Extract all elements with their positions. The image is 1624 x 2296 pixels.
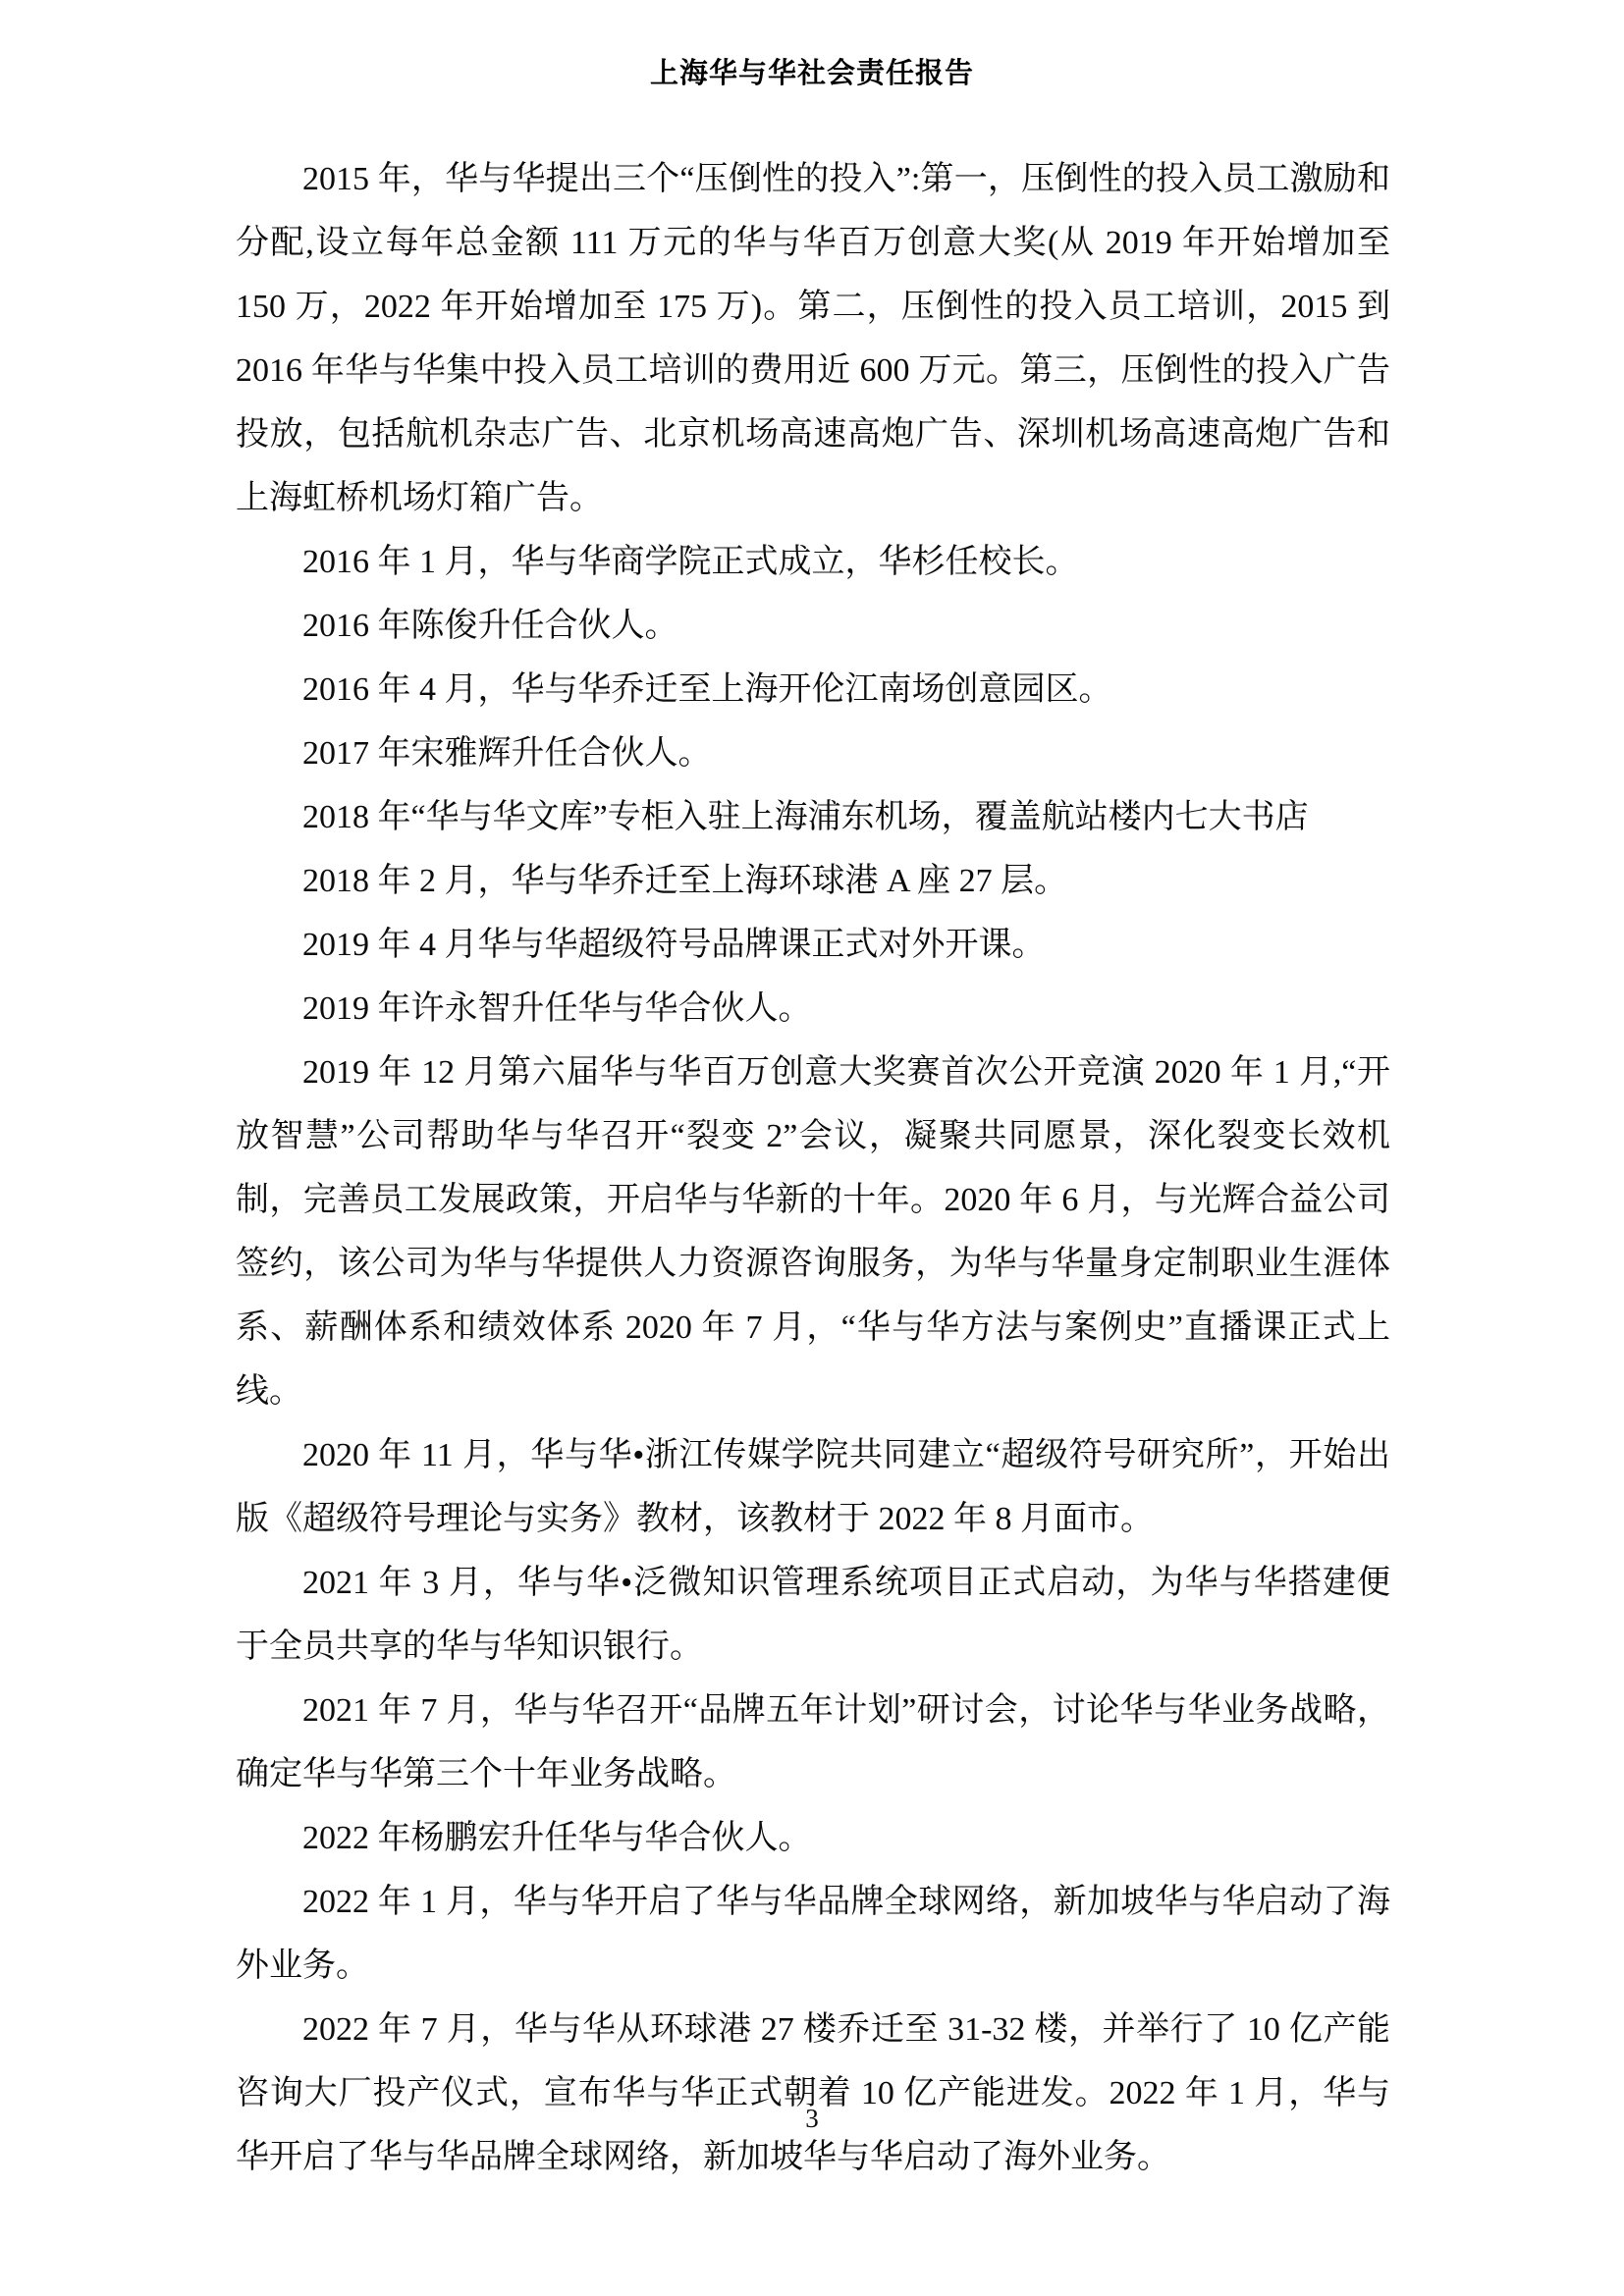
body-paragraph: 2015 年，华与华提出三个“压倒性的投入”:第一，压倒性的投入员工激励和分配,设立每年总金额 111 万元的华与华百万创意大奖(从 2019 年开始增加至 150 万，2022 年开始增加至 175 万)。第二，压倒性的投入员工培训，2015 到 2016 年华与华集中投入员工培训的费用近 600 万元。第三，压倒性的投入广告投放，包括航机杂志广告、北京机场高速高炮广告、深圳机场高速高炮广告和上海虹桥机场灯箱广告。 — [236, 161, 1390, 516]
body-paragraph: 2016 年 4 月，华与华乔迁至上海开伦江南场创意园区。 — [302, 671, 1112, 708]
body-paragraph: 2021 年 7 月，华与华召开“品牌五年计划”研讨会，讨论华与华业务战略，确定华与华第三个十年业务战略。 — [236, 1692, 1390, 1792]
body-paragraph: 2018 年“华与华文库”专柜入驻上海浦东机场，覆盖航站楼内七大书店 — [302, 799, 1309, 835]
body-paragraph: 2022 年 7 月，华与华从环球港 27 楼乔迁至 31-32 楼，并举行了 10 亿产能咨询大厂投产仪式，宣布华与华正式朝着 10 亿产能进发。2022 年 1 月，华与华开启了华与华品牌全球网络，新加坡华与华启动了海外业务。 — [236, 2011, 1390, 2175]
body-paragraph: 2020 年 11 月，华与华•浙江传媒学院共同建立“超级符号研究所”，开始出版《超级符号理论与实务》教材，该教材于 2022 年 8 月面市。 — [236, 1437, 1390, 1537]
body-paragraph: 2016 年 1 月，华与华商学院正式成立，华杉任校长。 — [302, 544, 1079, 580]
body-paragraph: 2019 年 12 月第六届华与华百万创意大奖赛首次公开竞演 2020 年 1 月,“开放智慧”公司帮助华与华召开“裂变 2”会议，凝聚共同愿景，深化裂变长效机制，完善员工发展政策，开启华与华新的十年。2020 年 6 月，与光辉合益公司签约，该公司为华与华提供人力资源咨询服务，为华与华量身定制职业生涯体系、薪酬体系和绩效体系 2020 年 7 月，“华与华方法与案例史”直播课正式上线。 — [236, 1054, 1390, 1410]
page-header-title: 上海华与华社会责任报告 — [649, 58, 974, 89]
body-paragraph: 2022 年杨鹏宏升任华与华合伙人。 — [302, 1820, 812, 1856]
body-paragraph: 2019 年许永智升任华与华合伙人。 — [302, 990, 812, 1027]
page-number: 3 — [805, 2104, 819, 2133]
body-paragraph: 2016 年陈俊升任合伙人。 — [302, 608, 678, 644]
body-paragraph: 2018 年 2 月，华与华乔迁至上海环球港 A 座 27 层。 — [302, 863, 1068, 899]
body-paragraph: 2019 年 4 月华与华超级符号品牌课正式对外开课。 — [302, 927, 1046, 963]
body-paragraph: 2017 年宋雅辉升任合伙人。 — [302, 735, 712, 772]
document-body — [236, 147, 1390, 2189]
body-paragraph: 2022 年 1 月，华与华开启了华与华品牌全球网络，新加坡华与华启动了海外业务。 — [236, 1884, 1390, 1984]
body-paragraph: 2021 年 3 月，华与华•泛微知识管理系统项目正式启动，为华与华搭建便于全员共享的华与华知识银行。 — [236, 1565, 1390, 1665]
